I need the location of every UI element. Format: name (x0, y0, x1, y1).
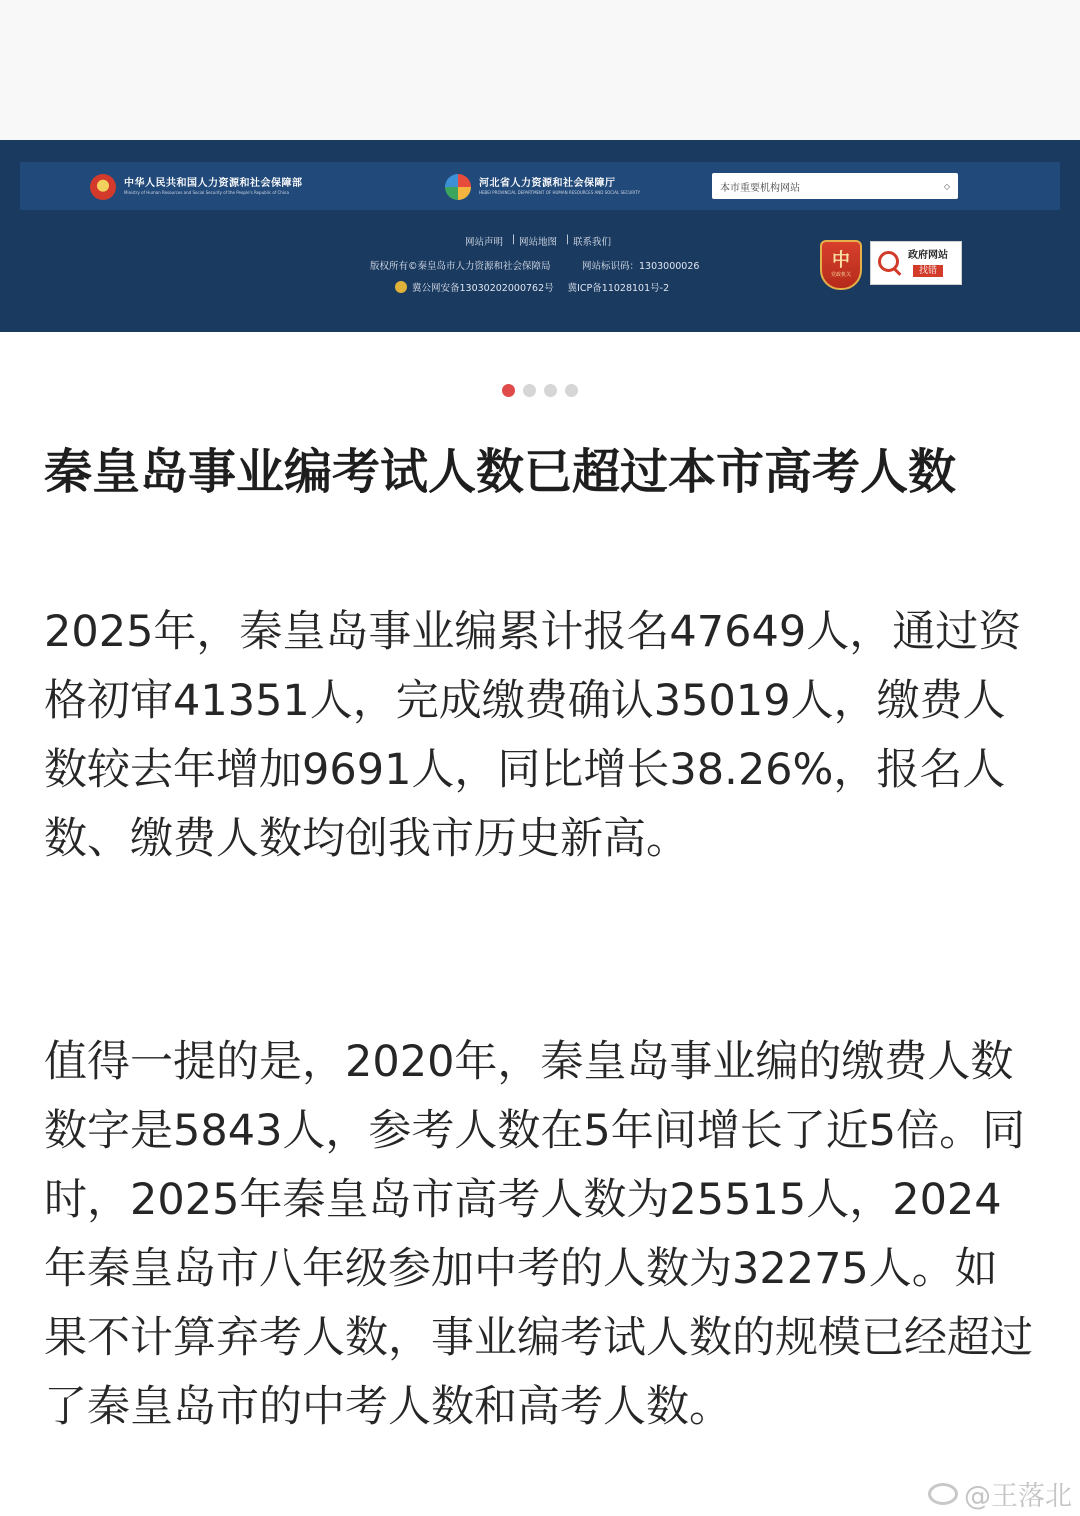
image-banner-footer[interactable] (0, 140, 1080, 332)
top-blank-area (0, 0, 1080, 140)
article-paragraph-2: 值得一提的是，2020年，秦皇岛事业编的缴费人数数字是5843人，参考人数在5年间增长了近5倍。同时，2025年秦皇岛市高考人数为25515人，2024年秦皇岛市八年级参加中考的人数为32275人。如果不计算弃考人数，事业编考试人数的规模已经超过了秦皇岛市的中考人数和高考人数。 (44, 1037, 1033, 1432)
weibo-icon (928, 1483, 958, 1505)
mohrss-title: 中华人民共和国人力资源和社会保障部 (124, 178, 303, 189)
banner-logo-strip (20, 162, 1060, 210)
chevron-updown-icon: ◇ (943, 181, 950, 191)
gov-badge-label: 党政机关 (830, 272, 851, 278)
link-site-map[interactable]: 网站地图 (519, 237, 558, 248)
carousel-dot[interactable] (523, 384, 536, 397)
link-separator: | (566, 234, 570, 245)
report-error-line2: 找错 (913, 265, 943, 277)
important-sites-select-value: 本市重要机构网站 (720, 182, 800, 194)
weibo-watermark (928, 1474, 1072, 1513)
copyright-text: 版权所有©秦皇岛市人力资源和社会保障局 (370, 261, 551, 272)
footer-records-row (395, 280, 669, 294)
carousel-dot[interactable] (565, 384, 578, 397)
watermark-text: @王落北 (964, 1481, 1072, 1512)
police-badge-icon (395, 281, 407, 293)
mohrss-logo[interactable] (90, 174, 303, 200)
gov-badge-glyph: 中 (832, 250, 850, 271)
carousel-dot[interactable] (544, 384, 557, 397)
important-sites-select[interactable] (712, 173, 958, 199)
carousel-dot[interactable] (502, 384, 515, 397)
article-paragraph-1: 2025年，秦皇岛事业编累计报名47649人，通过资格初审41351人，完成缴费确认35019人，缴费人数较去年增加9691人，同比增长38.26%，报名人数、缴费人数均创我市历史新高。 (44, 607, 1022, 864)
icp-record-link[interactable]: 冀ICP备11028101号-2 (567, 283, 670, 294)
site-id-text: 网站标识码：1303000026 (582, 261, 700, 272)
link-separator: | (512, 234, 516, 245)
report-error-button[interactable] (870, 241, 962, 285)
party-gov-badge-icon[interactable] (820, 240, 862, 290)
national-emblem-icon (90, 174, 116, 200)
link-site-statement[interactable]: 网站声明 (465, 237, 504, 248)
article-title: 秦皇岛事业编考试人数已超过本市高考人数 (44, 444, 957, 500)
hebei-hrss-emblem-icon (445, 174, 471, 200)
hebei-hrss-subtitle: HEBEI PROVINCIAL DEPARTMENT OF HUMAN RESOURCES AND SOCIAL SECURITY (479, 190, 641, 195)
report-error-line1: 政府网站 (908, 250, 948, 261)
hebei-hrss-logo[interactable] (445, 174, 640, 200)
police-record-link[interactable]: 冀公网安备13030202000762号 (412, 283, 554, 294)
hebei-hrss-title: 河北省人力资源和社会保障厅 (479, 178, 616, 189)
carousel-indicator (0, 384, 1080, 397)
mohrss-subtitle: Ministry of Human Resources and Social Security of the People's Republic of China (124, 190, 289, 195)
magnifier-icon (876, 249, 904, 277)
link-contact-us[interactable]: 联系我们 (573, 237, 612, 248)
